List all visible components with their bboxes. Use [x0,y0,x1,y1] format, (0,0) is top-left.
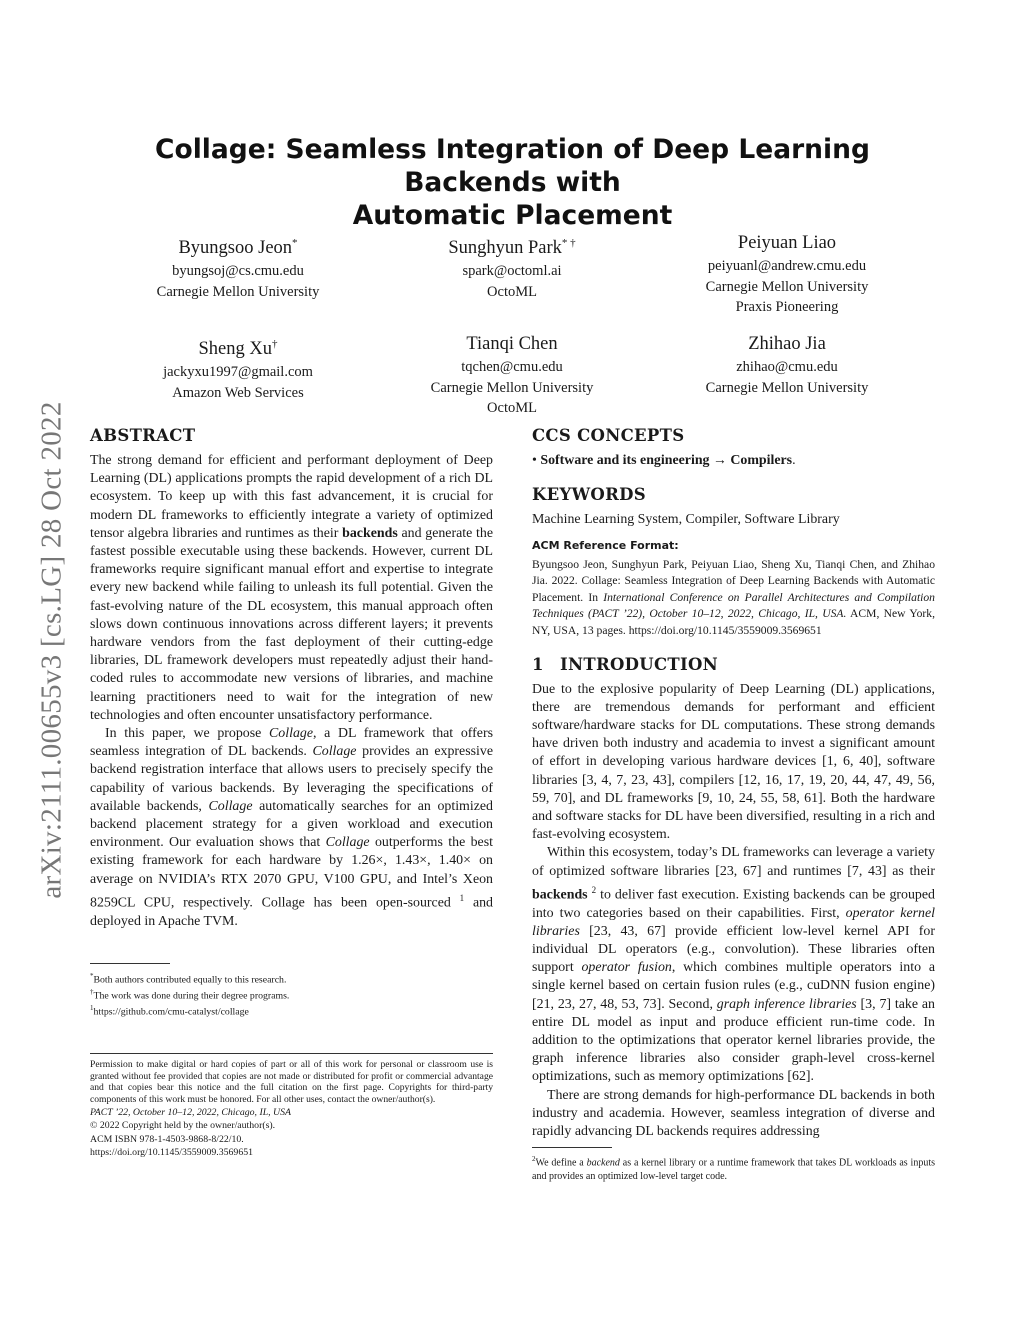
left-column [90,425,493,1160]
author-affiliation: Praxis Pioneering [735,299,839,315]
venue-line: PACT ’22, October 10–12, 2022, Chicago, IL, USA [90,1106,292,1118]
copyright-line: © 2022 Copyright held by the owner/author(s). [90,1120,276,1132]
author-mark: * [292,237,298,249]
author-mark: † [272,338,278,350]
author-affiliation: Amazon Web Services [172,384,304,401]
introduction-paragraph-2: Within this ecosystem, today’s DL frameworks can leverage a variety of optimized software libraries [23, 67] and runtimes [7, 43] as their backends $^2$ to deliver fast execution. Existing backends can be grouped into two categories based on their capabilities. First, operator kernel libraries [23, 43, 67] provide efficient low-level kernel API for individual DL operators (e.g., convolution). These libraries often support operator fusion, which combines multiple operators into a single kernel based on certain fusion rules (e.g., cuDNN fusion engine) [21, 23, 27, 48, 53, 73]. Second, graph inference libraries [3, 7] take an entire DL model as input and produce efficient run-time code. In addition to the optimizations that operator kernel libraries provide, the graph inference libraries also consider graph-level cross-kernel optimizations, such as memory optimizations [62]. [532,845,935,1085]
author-block [662,231,912,318]
introduction-heading: 1 INTRODUCTION [532,654,719,674]
author-email: spark@octoml.ai [462,263,562,280]
author-email: tqchen@cmu.edu [461,359,563,375]
author-block [662,332,912,398]
footnote: $^2$We define a backend as a kernel library or a runtime framework that takes DL workloads as inputs and provides an optimized low-level target code. [532,1155,935,1182]
introduction-paragraph-1: Due to the explosive popularity of Deep Learning (DL) applications, there are tremendous demands for performant and efficient software/hardware stacks for DL computations. These strong demands have driven both industry and academia to invest a significant amount of effort in developing various hardware devices [1, 6, 40], software libraries [3, 4, 7, 23, 43], compilers [12, 16, 17, 19, 20, 44, 47, 49, 56, 59, 70], and DL frameworks [9, 10, 24, 55, 58, 61]. Both the hardware and software stacks for DL have been diversified, resulting in a rich and fast-evolving ecosystem. [532,681,935,843]
author-affiliation: OctoML [487,400,537,416]
author-affiliation: Carnegie Mellon University [430,379,594,396]
footnote: $^1$https://github.com/cmu-catalyst/collage [90,1004,249,1018]
author-name: Peiyuan Liao [737,233,837,253]
footnote: †The work was done during their degree programs. [90,988,290,1002]
ccs-heading: CCS CONCEPTS [532,426,685,445]
paper-title-line-2: Automatic Placement [352,200,673,231]
author-affiliation: Carnegie Mellon University [705,278,869,295]
author-name: Tianqi Chen [466,334,558,354]
introduction-paragraph-3: There are strong demands for high-performance DL backends in both industry and academia. However, seamless integration of diverse and rapidly advancing DL backends requires addressing [532,1087,935,1140]
author-affiliation: OctoML [487,283,537,300]
author-email: byungsoj@cs.cmu.edu [172,263,304,280]
arxiv-side-identifier [32,355,72,945]
abstract-paragraph-2: In this paper, we propose Collage, a DL framework that offers seamless integration of DL backends. Collage provides an expressive backend registration interface that allows users to precisely specify the capability of various backends. By leveraging the specifications of available backends, Collage automatically searches for an optimized backend placement strategy for a given workload and execution environment. Our evaluation shows that Collage outperforms the best existing framework for each hardware by 1.26×, 1.43×, 1.40× on average on NVIDIA’s RTX 2070 GPU, V100 GPU, and Intel’s Xeon 8259CL CPU, respectively. Collage has been open-sourced $^1$ and deployed in Apache TVM. [90,726,494,929]
author-affiliation: Carnegie Mellon University [705,379,869,396]
author-name: Zhihao Jia [748,334,826,354]
footnote: *Both authors contributed equally to this research. [90,971,287,986]
author-affiliation: Carnegie Mellon University [156,283,320,300]
paper-title [90,133,935,232]
author-name: Sheng Xu [198,339,272,360]
permission-divider [90,1053,493,1054]
keywords-text: Machine Learning System, Compiler, Software Library [532,512,840,528]
footnote-divider [90,963,170,964]
footnote-divider [532,1147,612,1148]
abstract-paragraph-1: The strong demand for efficient and performant deployment of Deep Learning (DL) applications prompts the rapid development of a rich DL ecosystem. To keep up with this fast advancement, it is crucial for modern DL frameworks to efficiently integrate a variety of optimized tensor algebra libraries and runtimes as their backends and generate the fastest possible executable using these backends. However, current DL frameworks require significant manual effort and expertise to integrate every new backend while failing to unleash its full potential. Given the fast-evolving nature of the DL ecosystem, this manual approach often slows down continuous innovations across different layers; it prevents hardware vendors from the fast deployment of their cutting-edge libraries, DL framework developers must repeatedly adjust their hand-coded rules to accommodate new versions of libraries, and machine learning practitioners need to wait for the integration of new technologies and often encounter unsatisfactory performance. [90,453,493,723]
author-mark: * † [561,237,576,249]
doi-line: https://doi.org/10.1145/3559009.3569651 [90,1147,254,1159]
author-name: Sunghyun Park [448,238,562,259]
author-block [387,332,637,419]
abstract-heading: ABSTRACT [90,426,196,445]
arxiv-id-text: arXiv:2111.00655v3 [cs.LG] 28 Oct 2022 [35,401,68,899]
author-email: peiyuanl@andrew.cmu.edu [707,258,867,274]
author-name: Byungsoo Jeon [178,238,293,259]
acm-reference-text: Byungsoo Jeon, Sunghyun Park, Peiyuan Liao, Sheng Xu, Tianqi Chen, and Zhihao Jia. 2022. Collage: Seamless Integration of Deep Learning Backends with Automatic Placement. In International Conference on Parallel Architectures and Compilation Techniques (PACT ’22), October 10–12, 2022, Chicago, IL, USA. ACM, New York, NY, USA, 13 pages. https://doi.org/10.1145/3559009.3569651 [532,557,935,637]
isbn-line: ACM ISBN 978-1-4503-9868-8/22/10. [90,1133,244,1145]
author-block [113,332,363,403]
author-block [387,231,637,302]
ccs-concepts: • Software and its engineering → Compilers. [532,453,796,468]
acm-reference-label: ACM Reference Format: [532,539,679,553]
permission-notice: Permission to make digital or hard copies of part or all of this work for personal or classroom use is granted without fee provided that copies are not made or distributed for profit or commercial advantage and that copies bear this notice and the full citation on the first page. Copyrights for third-party components of this work must be honored. For all other uses, contact the owner/author(s). [90,1058,493,1106]
author-block [113,231,363,302]
author-email: zhihao@cmu.edu [736,359,838,375]
author-email: jackyxu1997@gmail.com [163,364,313,381]
right-column [532,425,935,1183]
paper-title-line-1: Collage: Seamless Integration of Deep Learning Backends with [155,134,870,198]
keywords-heading: KEYWORDS [532,485,646,505]
